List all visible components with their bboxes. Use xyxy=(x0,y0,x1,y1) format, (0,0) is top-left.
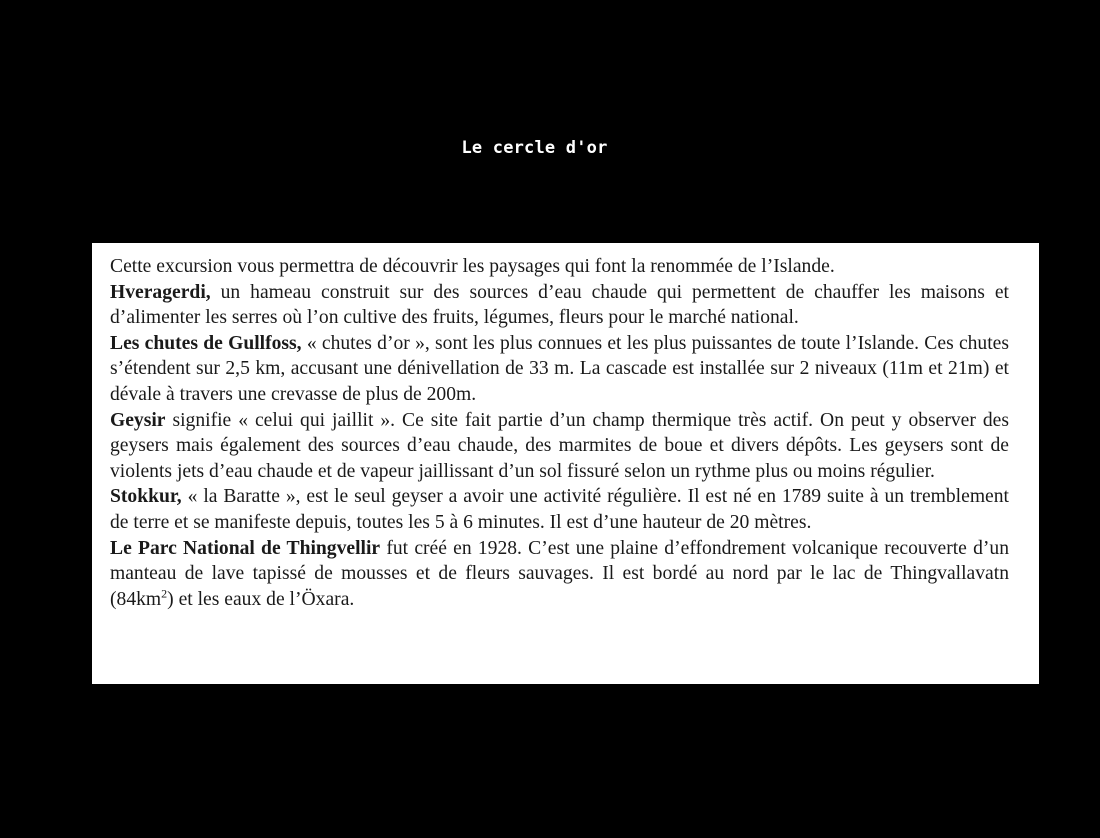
paragraph-hveragerdi xyxy=(110,280,1009,331)
paragraph-text: fut créé en 1928. C’est une plaine d’effondrement volcanique recouverte d’un manteau de lave tapissé de mousses et de fleurs sauvages. Il est bordé au nord par le lac de Thingvallavatn (84km xyxy=(110,537,1009,610)
paragraph-thingvellir xyxy=(110,536,1009,613)
paragraph-heading: Le Parc National de Thingvellir xyxy=(110,537,381,559)
document-scan xyxy=(92,243,1039,684)
paragraph-heading: Geysir xyxy=(110,409,166,431)
paragraph-text: signifie « celui qui jaillit ». Ce site fait partie d’un champ thermique très actif. On peut y observer des geysers mais également des sources d’eau chaude, des marmites de boue et divers dépôts. Les geysers sont de violents jets d’eau chaude et de vapeur jaillissant d’un sol fissuré selon un rythme plus ou moins régulier. xyxy=(110,409,1009,482)
paragraph-stokkur xyxy=(110,484,1009,535)
paragraph-text: un hameau construit sur des sources d’eau chaude qui permettent de chauffer les maisons et d’alimenter les serres où l’on cultive des fruits, légumes, fleurs pour le marché national. xyxy=(110,281,1009,329)
paragraph-heading: Stokkur, xyxy=(110,486,182,508)
intro-paragraph: Cette excursion vous permettra de découvrir les paysages qui font la renommée de l’Islande. xyxy=(110,256,835,277)
paragraph-heading: Hveragerdi, xyxy=(110,281,211,303)
paragraph-text: « chutes d’or », sont les plus connues et les plus puissantes de toute l’Islande. Ces chutes s’étendent sur 2,5 km, accusant une dénivellation de 33 m. La cascade est installée sur 2 niveaux (11m et 21m) et dévale à travers une crevasse de plus de 200m. xyxy=(110,332,1009,405)
paragraph-text: « la Baratte », est le seul geyser a avoir une activité régulière. Il est né en 1789 suite à un tremblement de terre et se manifeste depuis, toutes les 5 à 6 minutes. Il est d’une hauteur de 20 mètres. xyxy=(110,486,1009,533)
paragraph-text-end: ) et les eaux de l’Öxara. xyxy=(167,588,355,610)
paragraph-heading: Les chutes de Gullfoss, xyxy=(110,332,302,354)
superscript: 2 xyxy=(161,586,168,601)
slide-title: Le cercle d'or xyxy=(461,138,608,158)
paragraph-gullfoss xyxy=(110,331,1009,408)
paragraph-geysir xyxy=(110,408,1009,485)
